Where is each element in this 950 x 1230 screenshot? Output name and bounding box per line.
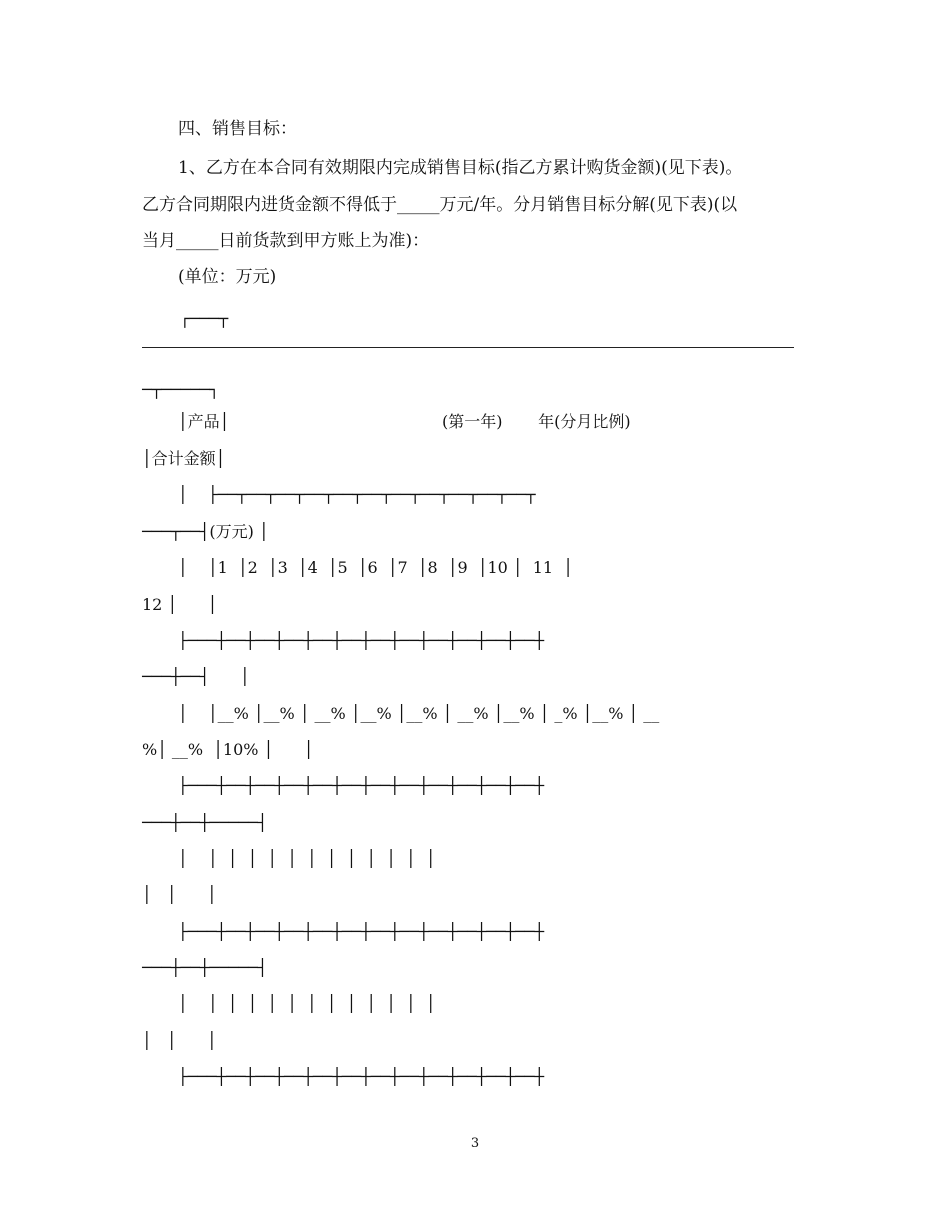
table-line: 12 │ │	[142, 595, 218, 614]
page-number: 3	[470, 1136, 480, 1151]
table-line: │合计金额│	[142, 449, 226, 468]
table-line: │ │ │ │ │ │ │ │ │ │ │ │ │	[178, 849, 436, 868]
table-line: %│ __% │10% │ │	[142, 740, 314, 759]
table-line: ───┼──┤ │	[142, 667, 250, 686]
table-line: (第一年) 年(分月比例)	[442, 412, 631, 431]
section-heading: 四、销售目标：	[178, 119, 297, 139]
table-line: │产品│	[178, 412, 230, 431]
table-line: ───┼──┼─────┤	[142, 813, 268, 832]
table-line: ├───┼──┼──┼──┼──┼──┼──┼──┼──┼──┼──┼──┼	[178, 1067, 545, 1086]
table-line: ───┼──┼─────┤	[142, 958, 268, 977]
paragraph-line-2: 乙方合同期限内进货金额不得低于_____万元/年。分月销售目标分解(见下表)(以	[142, 195, 738, 215]
table-line: │ │ │	[142, 1031, 217, 1050]
paragraph-line-3: 当月_____日前货款到甲方账上为准)：	[142, 231, 430, 251]
paragraph-line-1: 1、乙方在本合同有效期限内完成销售目标(指乙方累计购货金额)(见下表)。	[178, 158, 743, 178]
table-line: ├───┼──┼──┼──┼──┼──┼──┼──┼──┼──┼──┼──┼	[178, 776, 545, 795]
table-line: │ │ │	[142, 885, 217, 904]
table-line: ├───┼──┼──┼──┼──┼──┼──┼──┼──┼──┼──┼──┼	[178, 922, 545, 941]
table-line: ───┬──┤(万元) │	[142, 522, 269, 541]
table-line: │ ├──┬──┬──┬──┬──┬──┬──┬──┬──┬──┬──┬	[178, 485, 536, 504]
table-line: │ │ │ │ │ │ │ │ │ │ │ │ │	[178, 994, 436, 1013]
table-line: ┌───┬	[180, 309, 229, 328]
table-line: │ │1 │2 │3 │4 │5 │6 │7 │8 │9 │10 │ 11 │	[178, 558, 573, 577]
table-line: ─┬─────┐	[142, 380, 220, 399]
table-line: ├───┼──┼──┼──┼──┼──┼──┼──┼──┼──┼──┼──┼	[178, 631, 545, 650]
unit-note: (单位：万元)	[178, 267, 277, 287]
table-line: │ │__% │__% │ __% │__% │__% │ __% │__% │ _% │__% │ __	[178, 704, 660, 723]
horizontal-rule	[142, 347, 794, 348]
